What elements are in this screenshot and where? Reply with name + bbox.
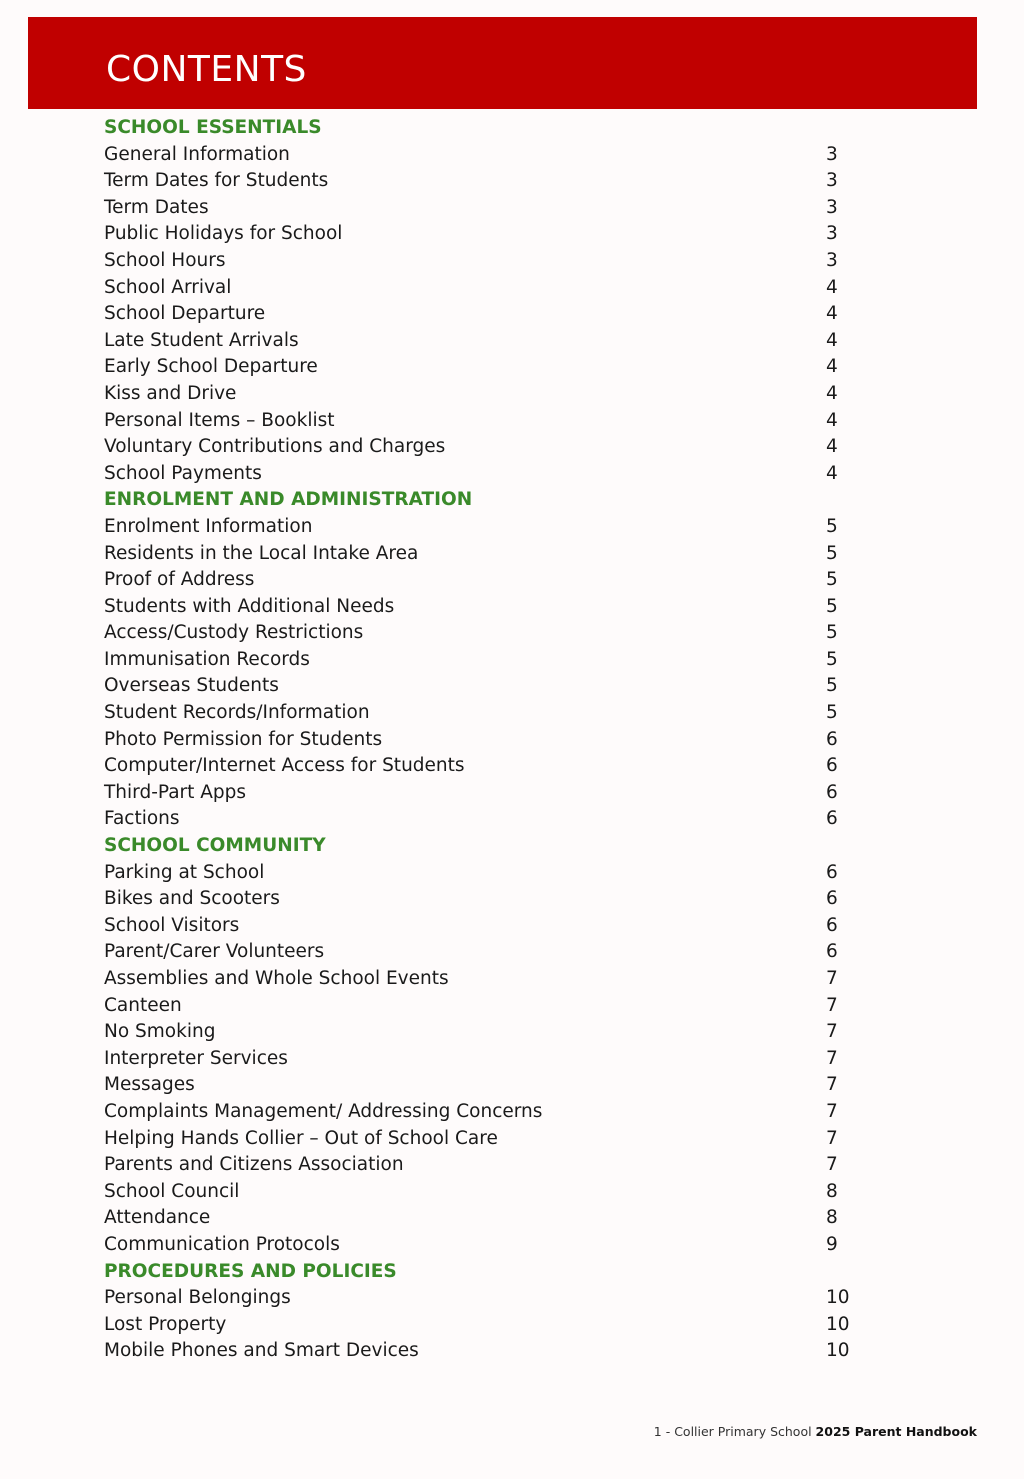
toc-entry-label: Helping Hands Collier – Out of School Care bbox=[104, 1127, 498, 1149]
toc-entry-label: Students with Additional Needs bbox=[104, 595, 395, 617]
section-heading: PROCEDURES AND POLICIES bbox=[104, 1260, 397, 1282]
toc-entry-page-number: 4 bbox=[826, 329, 838, 351]
toc-entry-label: Personal Belongings bbox=[104, 1287, 291, 1309]
toc-entry[interactable] bbox=[104, 380, 864, 407]
toc-entry[interactable] bbox=[104, 1151, 864, 1178]
toc-entry-label: Early School Departure bbox=[104, 356, 318, 378]
toc-entry-page-number: 6 bbox=[826, 888, 838, 910]
toc-entry-label: Term Dates for Students bbox=[104, 170, 329, 192]
toc-entry-label: Complaints Management/ Addressing Concerns bbox=[104, 1100, 543, 1122]
toc-entry[interactable] bbox=[104, 885, 864, 912]
toc-entry-page-number: 5 bbox=[826, 595, 838, 617]
footer-handbook-title: 2025 Parent Handbook bbox=[815, 1424, 977, 1439]
toc-entry-label: Attendance bbox=[104, 1207, 211, 1229]
toc-entry-page-number: 3 bbox=[826, 249, 838, 271]
toc-entry-page-number: 7 bbox=[826, 968, 838, 989]
toc-entry-label: School Visitors bbox=[104, 914, 240, 936]
toc-entry-page-number: 3 bbox=[826, 170, 838, 192]
toc-entry-page-number: 3 bbox=[826, 143, 838, 165]
toc-entry[interactable] bbox=[104, 433, 864, 460]
table-of-contents bbox=[104, 114, 864, 1364]
toc-entry[interactable] bbox=[104, 407, 864, 434]
toc-entry[interactable] bbox=[104, 859, 864, 886]
toc-entry-page-number: 9 bbox=[826, 1233, 838, 1255]
toc-entry-label: Term Dates bbox=[104, 196, 209, 218]
toc-entry-label: Photo Permission for Students bbox=[104, 728, 383, 750]
toc-entry[interactable] bbox=[104, 726, 864, 753]
toc-section bbox=[104, 832, 864, 1258]
toc-entry-label: Messages bbox=[104, 1074, 195, 1096]
footer-prefix: 1 - Collier Primary School bbox=[653, 1424, 816, 1439]
toc-entry[interactable] bbox=[104, 274, 864, 301]
toc-entry-page-number: 5 bbox=[826, 622, 838, 644]
toc-entry-page-number: 5 bbox=[826, 648, 838, 670]
toc-entry-label: Immunisation Records bbox=[104, 648, 310, 670]
toc-entry[interactable] bbox=[104, 912, 864, 939]
toc-entry-label: Interpreter Services bbox=[104, 1047, 288, 1069]
toc-entry-label: Parents and Citizens Association bbox=[104, 1154, 404, 1176]
toc-entry-page-number: 8 bbox=[826, 1207, 838, 1229]
toc-entry[interactable] bbox=[104, 566, 864, 593]
toc-entry-label: Proof of Address bbox=[104, 569, 255, 591]
toc-entry-page-number: 8 bbox=[826, 1180, 838, 1202]
toc-entry-page-number: 6 bbox=[826, 808, 838, 830]
toc-entry-label: School Hours bbox=[104, 249, 226, 271]
toc-entry-label: Late Student Arrivals bbox=[104, 329, 299, 351]
toc-entry-page-number: 4 bbox=[826, 409, 838, 431]
toc-entry-page-number: 7 bbox=[826, 1154, 838, 1176]
toc-entry[interactable] bbox=[104, 1204, 864, 1231]
toc-entry-label: Enrolment Information bbox=[104, 515, 313, 537]
toc-entry-page-number: 10 bbox=[826, 1287, 850, 1309]
toc-entry-label: Parking at School bbox=[104, 861, 265, 883]
toc-entry-label: Lost Property bbox=[104, 1313, 227, 1335]
section-heading: ENROLMENT AND ADMINISTRATION bbox=[104, 489, 473, 511]
toc-entry[interactable] bbox=[104, 300, 864, 327]
toc-entry-label: Assemblies and Whole School Events bbox=[104, 968, 449, 989]
toc-entry-label: School Arrival bbox=[104, 276, 232, 298]
toc-entry-page-number: 4 bbox=[826, 303, 838, 325]
toc-entry[interactable] bbox=[104, 965, 864, 992]
toc-entry-page-number: 6 bbox=[826, 861, 838, 883]
toc-entry-label: Access/Custody Restrictions bbox=[104, 622, 364, 644]
toc-entry-label: Canteen bbox=[104, 994, 182, 1016]
toc-entry[interactable] bbox=[104, 646, 864, 673]
toc-entry[interactable] bbox=[104, 460, 864, 487]
toc-entry-label: School Council bbox=[104, 1180, 240, 1202]
toc-entry-label: Voluntary Contributions and Charges bbox=[104, 436, 446, 458]
toc-entry[interactable] bbox=[104, 220, 864, 247]
toc-entry-label: General Information bbox=[104, 143, 290, 165]
toc-entry[interactable] bbox=[104, 1337, 864, 1364]
toc-entry-page-number: 4 bbox=[826, 382, 838, 404]
toc-entry[interactable] bbox=[104, 699, 864, 726]
toc-entry-page-number: 10 bbox=[826, 1313, 850, 1335]
toc-entry-label: Public Holidays for School bbox=[104, 223, 343, 245]
toc-entry-label: Bikes and Scooters bbox=[104, 888, 280, 910]
toc-entry[interactable] bbox=[104, 540, 864, 567]
toc-entry-page-number: 7 bbox=[826, 1100, 838, 1122]
toc-section bbox=[104, 486, 864, 832]
toc-entry-label: Third-Part Apps bbox=[104, 781, 247, 803]
toc-entry-page-number: 7 bbox=[826, 1047, 838, 1069]
toc-entry-page-number: 7 bbox=[826, 1021, 838, 1043]
toc-entry-label: School Departure bbox=[104, 303, 266, 325]
section-heading: SCHOOL COMMUNITY bbox=[104, 835, 326, 857]
toc-entry-label: Communication Protocols bbox=[104, 1233, 340, 1255]
toc-entry[interactable] bbox=[104, 513, 864, 540]
toc-entry[interactable] bbox=[104, 1045, 864, 1072]
toc-entry-page-number: 4 bbox=[826, 356, 838, 378]
toc-entry-page-number: 6 bbox=[826, 781, 838, 803]
toc-entry-label: Residents in the Local Intake Area bbox=[104, 542, 419, 564]
toc-entry-page-number: 7 bbox=[826, 994, 838, 1016]
toc-entry[interactable] bbox=[104, 1231, 864, 1258]
toc-entry-page-number: 4 bbox=[826, 462, 838, 484]
toc-entry[interactable] bbox=[104, 247, 864, 274]
toc-entry[interactable] bbox=[104, 353, 864, 380]
toc-entry-page-number: 4 bbox=[826, 436, 838, 458]
toc-entry[interactable] bbox=[104, 167, 864, 194]
toc-entry-label: Parent/Carer Volunteers bbox=[104, 941, 325, 963]
toc-entry[interactable] bbox=[104, 619, 864, 646]
toc-entry-label: School Payments bbox=[104, 462, 262, 484]
page-footer bbox=[654, 1424, 977, 1439]
toc-entry-page-number: 5 bbox=[826, 675, 838, 697]
toc-entry-label: Overseas Students bbox=[104, 675, 279, 697]
toc-entry[interactable] bbox=[104, 593, 864, 620]
toc-entry-label: Student Records/Information bbox=[104, 702, 370, 724]
toc-entry-page-number: 6 bbox=[826, 914, 838, 936]
toc-entry-page-number: 3 bbox=[826, 223, 838, 245]
toc-entry[interactable] bbox=[104, 805, 864, 832]
toc-entry[interactable] bbox=[104, 327, 864, 354]
toc-entry-label: Kiss and Drive bbox=[104, 382, 237, 404]
toc-entry-label: Personal Items – Booklist bbox=[104, 409, 335, 431]
toc-section bbox=[104, 114, 864, 486]
toc-entry-label: Mobile Phones and Smart Devices bbox=[104, 1340, 419, 1362]
toc-entry[interactable] bbox=[104, 938, 864, 965]
section-heading: SCHOOL ESSENTIALS bbox=[104, 117, 322, 138]
toc-entry-page-number: 3 bbox=[826, 196, 838, 218]
toc-entry[interactable] bbox=[104, 1018, 864, 1045]
contents-banner bbox=[28, 17, 977, 109]
toc-entry[interactable] bbox=[104, 672, 864, 699]
toc-entry[interactable] bbox=[104, 1178, 864, 1205]
toc-entry-page-number: 5 bbox=[826, 515, 838, 537]
toc-entry-page-number: 4 bbox=[826, 276, 838, 298]
toc-entry[interactable] bbox=[104, 779, 864, 806]
toc-entry[interactable] bbox=[104, 141, 864, 168]
page-title: CONTENTS bbox=[106, 49, 307, 90]
toc-entry[interactable] bbox=[104, 752, 864, 779]
toc-entry[interactable] bbox=[104, 1071, 864, 1098]
toc-entry-label: Computer/Internet Access for Students bbox=[104, 755, 465, 777]
toc-entry[interactable] bbox=[104, 194, 864, 221]
toc-entry[interactable] bbox=[104, 1125, 864, 1152]
toc-entry-label: No Smoking bbox=[104, 1021, 216, 1043]
toc-entry-page-number: 5 bbox=[826, 702, 838, 724]
toc-section bbox=[104, 1258, 864, 1364]
toc-entry[interactable] bbox=[104, 1098, 864, 1125]
toc-entry-page-number: 6 bbox=[826, 728, 838, 750]
toc-entry[interactable] bbox=[104, 992, 864, 1019]
toc-entry-page-number: 6 bbox=[826, 941, 838, 963]
toc-entry-page-number: 5 bbox=[826, 569, 838, 591]
toc-entry[interactable] bbox=[104, 1311, 864, 1338]
toc-entry-page-number: 6 bbox=[826, 755, 838, 777]
toc-entry-page-number: 7 bbox=[826, 1074, 838, 1096]
toc-entry-page-number: 5 bbox=[826, 542, 838, 564]
toc-entry-page-number: 7 bbox=[826, 1127, 838, 1149]
toc-entry-page-number: 10 bbox=[826, 1340, 850, 1362]
toc-entry[interactable] bbox=[104, 1284, 864, 1311]
toc-entry-label: Factions bbox=[104, 808, 180, 830]
